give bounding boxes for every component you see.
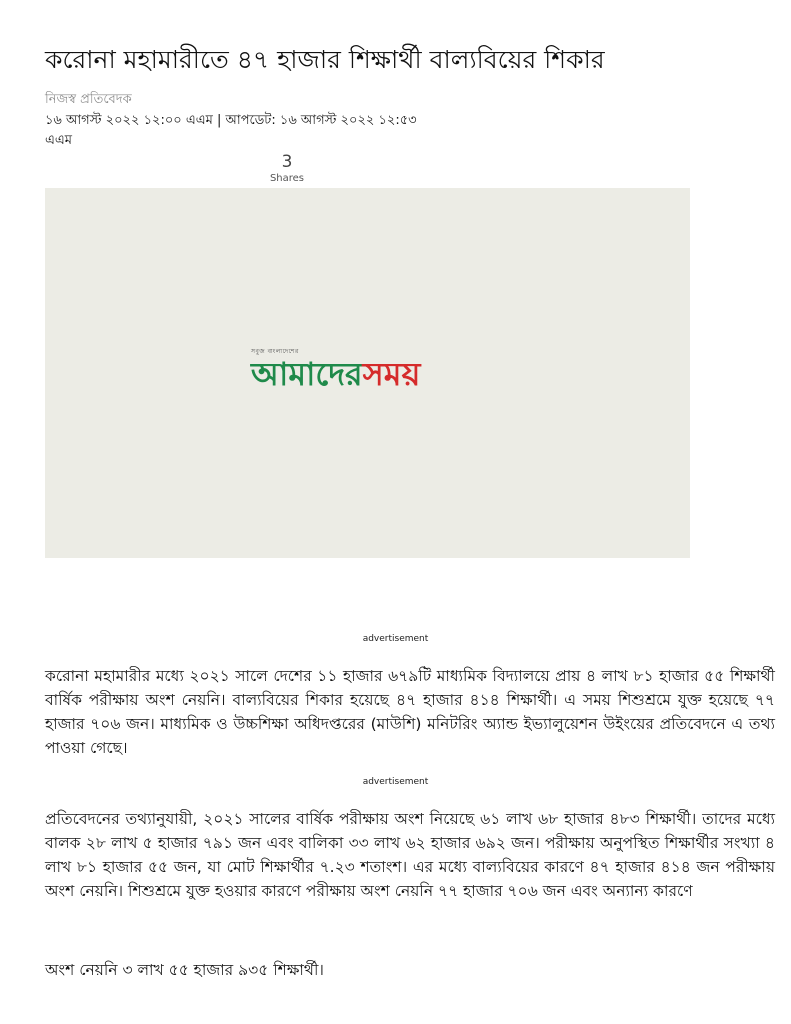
hero-image <box>45 188 690 558</box>
logo-wordmark-red: সময় <box>362 355 421 393</box>
advertisement-label: advertisement <box>362 634 429 644</box>
article-paragraph: প্রতিবেদনের তথ্যানুযায়ী, ২০২১ সালের বার্ষিক পরীক্ষায় অংশ নিয়েছে ৬১ লাখ ৬৮ হাজার ৪৮৩ শিক্ষার্থী। তাদের মধ্যে বালক ২৮ লাখ ৫ হাজার ৭৯১ জন এবং বালিকা ৩৩ লাখ ৬২ হাজার ৬৯২ জন। পরীক্ষায় অনুপস্থিত শিক্ষার্থীর সংখ্যা ৪ লাখ ৮১ হাজার ৫৫ জন, যা মোট শিক্ষার্থীর ৭.২৩ শতাংশ। এর মধ্যে বাল্যবিয়ের কারণে ৪৭ হাজার ৪১৪ জন পরীক্ষায় অংশ নেয়নি। শিশুশ্রমে যুক্ত হওয়ার কারণে পরীক্ষায় অংশ নেয়নি ৭৭ হাজার ৭০৬ জন এবং অন্যান্য কারণে <box>45 810 775 900</box>
article-paragraph: অংশ নেয়নি ৩ লাখ ৫৫ হাজার ৯৩৫ শিক্ষার্থী। <box>45 961 324 979</box>
shares-count: 3 <box>281 152 293 172</box>
logo-wordmark-green: আমাদের <box>251 355 363 393</box>
author-link[interactable]: নিজস্ব প্রতিবেদক <box>45 92 132 107</box>
logo-wordmark <box>251 354 420 394</box>
shares-label: Shares <box>269 173 305 184</box>
article-headline: করোনা মহামারীতে ৪৭ হাজার শিক্ষার্থী বাল্যবিয়ের শিকার <box>45 45 605 74</box>
logo-tagline: সবুজ বাংলাদেশের <box>251 348 299 355</box>
shares-counter[interactable] <box>257 152 317 185</box>
advertisement-label: advertisement <box>362 777 429 787</box>
publish-dateline: ১৬ আগস্ট ২০২২ ১২:০০ এএম | আপডেট: ১৬ আগস্ট ২০২২ ১২:৫৩ এএম <box>45 113 417 148</box>
article-paragraph: করোনা মহামারীর মধ্যে ২০২১ সালে দেশের ১১ হাজার ৬৭৯টি মাধ্যমিক বিদ্যালয়ে প্রায় ৪ লাখ ৮১ হাজার ৫৫ শিক্ষার্থী বার্ষিক পরীক্ষায় অংশ নেয়নি। বাল্যবিয়ের শিকার হয়েছে ৪৭ হাজার ৪১৪ শিক্ষার্থী। এ সময় শিশুশ্রমে যুক্ত হয়েছে ৭৭ হাজার ৭০৬ জন। মাধ্যমিক ও উচ্চশিক্ষা অধিদপ্তরের (মাউশি) মনিটরিং অ্যান্ড ইভ্যালুয়েশন উইংয়ের প্রতিবেদনে এ তথ্য পাওয়া গেছে। <box>45 667 775 757</box>
amader-somoy-logo <box>251 348 491 398</box>
